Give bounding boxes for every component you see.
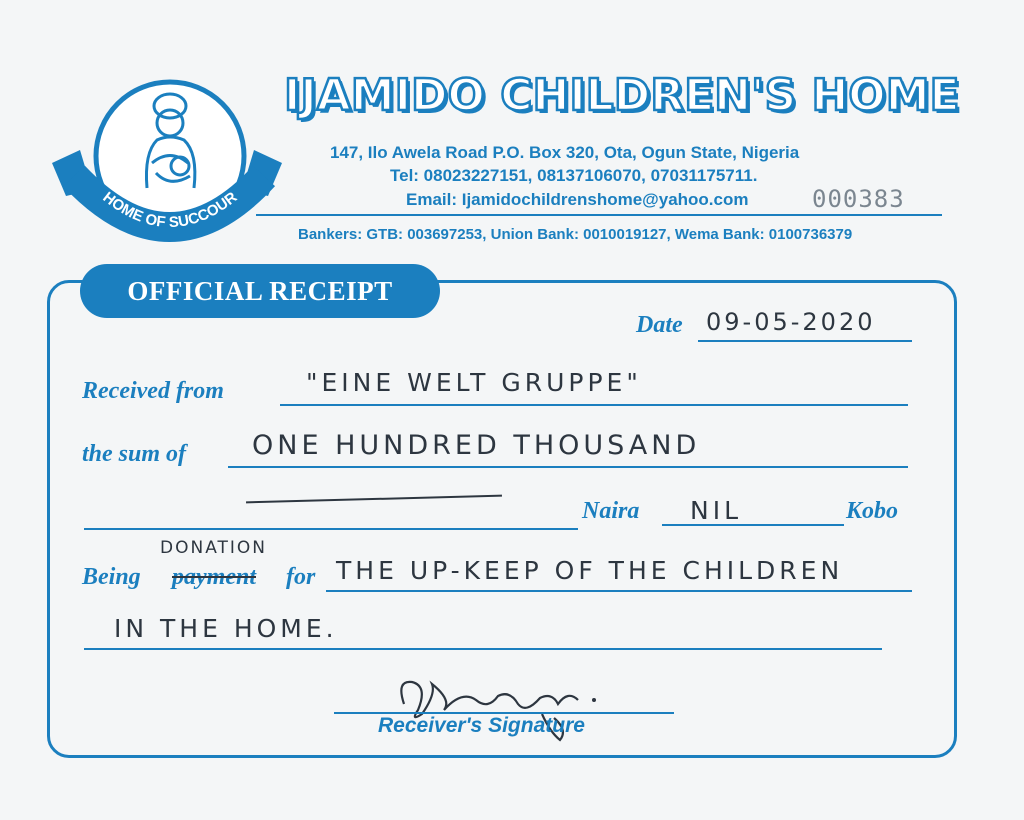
- being-inserted-word: DONATION: [160, 538, 267, 558]
- receipt-serial-number: 000383: [812, 185, 905, 213]
- receiver-signature-scribble: [392, 670, 612, 750]
- date-value: 09-05-2020: [706, 308, 876, 336]
- organization-address: 147, Ilo Awela Road P.O. Box 320, Ota, Ogun State, Nigeria: [330, 143, 800, 162]
- bankers-details: Bankers: GTB: 003697253, Union Bank: 0010019127, Wema Bank: 0100736379: [298, 226, 853, 243]
- received-from-value: "EINE WELT GRUPPE": [306, 368, 642, 397]
- organization-telephone: Tel: 08023227151, 08137106070, 07031175711.: [390, 166, 758, 185]
- sum-of-value: ONE HUNDRED THOUSAND: [252, 430, 701, 461]
- sum-of-label: the sum of: [82, 441, 187, 467]
- home-of-succour-logo: [52, 78, 282, 253]
- header-divider: [256, 214, 942, 216]
- organization-email: Email: Ijamidochildrenshome@yahoo.com: [406, 190, 749, 209]
- received-from-label: Received from: [82, 378, 224, 404]
- being-struck-word: payment: [172, 564, 256, 590]
- logo-banner-text: HOME OF SUCCOUR: [99, 188, 241, 232]
- purpose-text-line-1: THE UP-KEEP OF THE CHILDREN: [336, 556, 844, 585]
- purpose-line-1: [326, 590, 912, 592]
- sum-of-line: [228, 466, 908, 468]
- purpose-text-line-2: IN THE HOME.: [114, 614, 338, 643]
- date-line: [698, 340, 912, 342]
- kobo-label: Kobo: [846, 498, 899, 524]
- for-label: for: [286, 564, 316, 590]
- kobo-value: NIL: [690, 496, 743, 525]
- receipt-title: OFFICIAL RECEIPT: [80, 264, 440, 318]
- naira-label: Naira: [582, 498, 640, 524]
- sum-continuation-line: [84, 528, 578, 530]
- date-label: Date: [636, 312, 683, 338]
- purpose-line-2: [84, 648, 882, 650]
- being-label: Being: [82, 564, 141, 590]
- receiver-signature-label: Receiver's Signature: [378, 714, 585, 737]
- received-from-line: [280, 404, 908, 406]
- organization-name: IJAMIDO CHILDREN'S HOME: [284, 70, 960, 121]
